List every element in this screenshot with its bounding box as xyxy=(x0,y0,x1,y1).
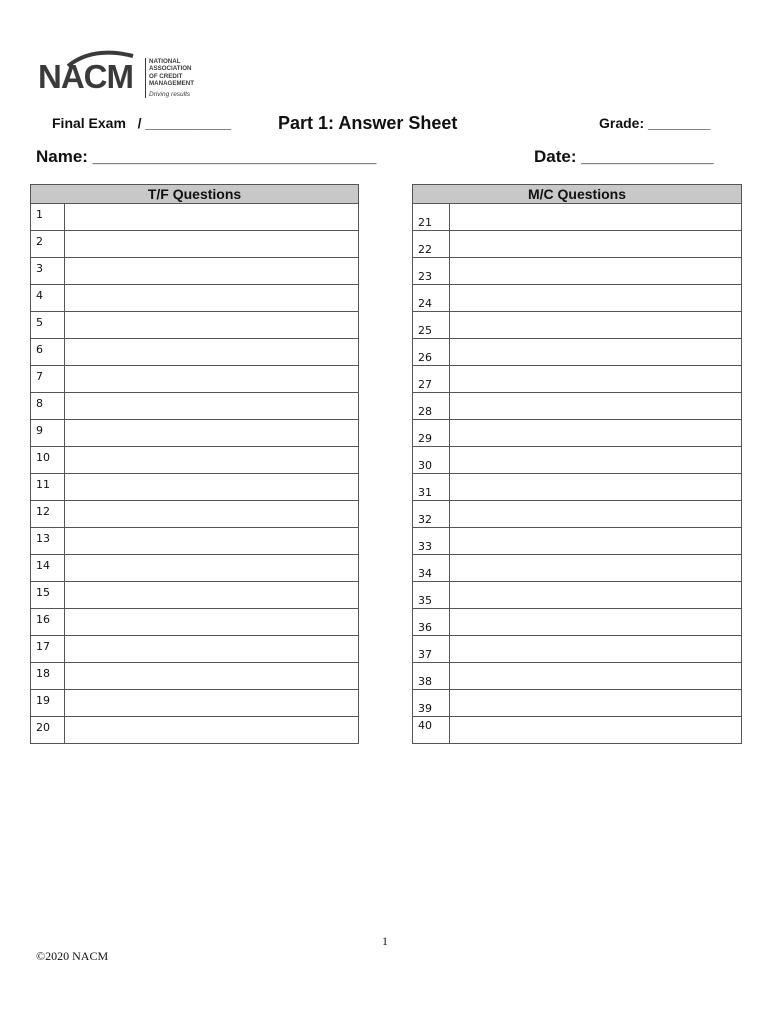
mc-question-number: 27 xyxy=(413,366,450,392)
mc-question-number: 32 xyxy=(413,501,450,527)
tf-answer-cell[interactable] xyxy=(65,366,358,392)
tf-question-number: 3 xyxy=(31,258,65,284)
tf-question-number: 20 xyxy=(31,717,65,743)
tf-answer-cell[interactable] xyxy=(65,204,358,230)
tf-answer-cell[interactable] xyxy=(65,501,358,527)
mc-answer-cell[interactable] xyxy=(450,528,741,554)
mc-answer-row xyxy=(413,312,741,339)
tf-answer-cell[interactable] xyxy=(65,474,358,500)
tf-question-number: 1 xyxy=(31,204,65,230)
tf-question-number: 13 xyxy=(31,528,65,554)
mc-question-number: 34 xyxy=(413,555,450,581)
tf-question-number: 17 xyxy=(31,636,65,662)
logo-divider xyxy=(145,58,146,98)
tf-answer-row xyxy=(31,258,358,285)
mc-answer-cell[interactable] xyxy=(450,501,741,527)
mc-rows xyxy=(413,204,741,743)
tf-answer-row xyxy=(31,420,358,447)
mc-question-number: 26 xyxy=(413,339,450,365)
mc-answer-row xyxy=(413,663,741,690)
mc-answer-cell[interactable] xyxy=(450,582,741,608)
mc-answer-cell[interactable] xyxy=(450,717,741,743)
mc-question-number: 24 xyxy=(413,285,450,311)
tf-question-number: 2 xyxy=(31,231,65,257)
mc-answer-cell[interactable] xyxy=(450,366,741,392)
mc-answer-cell[interactable] xyxy=(450,258,741,284)
tf-question-number: 16 xyxy=(31,609,65,635)
mc-answer-cell[interactable] xyxy=(450,690,741,716)
tf-question-number: 18 xyxy=(31,663,65,689)
tf-answer-row xyxy=(31,582,358,609)
mc-answer-cell[interactable] xyxy=(450,555,741,581)
mc-answer-cell[interactable] xyxy=(450,312,741,338)
tf-answer-cell[interactable] xyxy=(65,420,358,446)
logo-line: NATIONAL xyxy=(149,58,181,65)
name-field[interactable]: Name: ______________________________ xyxy=(36,147,377,166)
mc-question-number: 31 xyxy=(413,474,450,500)
tf-table-heading: T/F Questions xyxy=(31,185,358,204)
mc-answer-row xyxy=(413,609,741,636)
tf-answer-row xyxy=(31,663,358,690)
tf-answer-cell[interactable] xyxy=(65,582,358,608)
mc-answer-cell[interactable] xyxy=(450,339,741,365)
mc-question-number: 39 xyxy=(413,690,450,716)
tf-answer-row xyxy=(31,204,358,231)
mc-answer-row xyxy=(413,393,741,420)
mc-answer-row xyxy=(413,366,741,393)
mc-question-number: 28 xyxy=(413,393,450,419)
mc-answer-row xyxy=(413,555,741,582)
mc-question-number: 37 xyxy=(413,636,450,662)
mc-answer-cell[interactable] xyxy=(450,663,741,689)
mc-answer-cell[interactable] xyxy=(450,474,741,500)
tf-answer-cell[interactable] xyxy=(65,636,358,662)
logo-wordmark: NACM xyxy=(38,58,133,95)
tf-answer-table xyxy=(30,184,359,744)
tf-question-number: 7 xyxy=(31,366,65,392)
mc-answer-cell[interactable] xyxy=(450,636,741,662)
tf-answer-row xyxy=(31,285,358,312)
tf-answer-cell[interactable] xyxy=(65,447,358,473)
mc-question-number: 22 xyxy=(413,231,450,257)
logo-line: OF CREDIT xyxy=(149,72,183,80)
logo-text xyxy=(149,58,194,88)
mc-answer-row xyxy=(413,231,741,258)
mc-question-number: 36 xyxy=(413,609,450,635)
page-number: 1 xyxy=(382,934,388,948)
mc-question-number: 40 xyxy=(413,717,450,743)
mc-answer-row xyxy=(413,528,741,555)
tf-answer-row xyxy=(31,474,358,501)
mc-answer-cell[interactable] xyxy=(450,231,741,257)
mc-answer-row xyxy=(413,501,741,528)
tf-answer-row xyxy=(31,339,358,366)
tf-question-number: 6 xyxy=(31,339,65,365)
tf-question-number: 4 xyxy=(31,285,65,311)
tf-answer-row xyxy=(31,528,358,555)
mc-answer-row xyxy=(413,690,741,717)
mc-question-number: 23 xyxy=(413,258,450,284)
logo-tagline: Driving results xyxy=(149,91,191,98)
mc-answer-table xyxy=(412,184,742,744)
mc-answer-row xyxy=(413,582,741,609)
mc-answer-cell[interactable] xyxy=(450,609,741,635)
page-title: Part 1: Answer Sheet xyxy=(278,113,458,133)
mc-answer-row xyxy=(413,258,741,285)
tf-answer-row xyxy=(31,447,358,474)
tf-answer-row xyxy=(31,555,358,582)
tf-question-number: 5 xyxy=(31,312,65,338)
copyright: ©2020 NACM xyxy=(36,949,109,963)
tf-answer-row xyxy=(31,231,358,258)
tf-answer-cell[interactable] xyxy=(65,258,358,284)
mc-answer-row xyxy=(413,636,741,663)
mc-question-number: 35 xyxy=(413,582,450,608)
tf-question-number: 10 xyxy=(31,447,65,473)
mc-answer-cell[interactable] xyxy=(450,420,741,446)
mc-question-number: 29 xyxy=(413,420,450,446)
tf-answer-row xyxy=(31,717,358,743)
mc-answer-cell[interactable] xyxy=(450,393,741,419)
logo-line: MANAGEMENT xyxy=(149,80,195,88)
tf-question-number: 8 xyxy=(31,393,65,419)
mc-question-number: 25 xyxy=(413,312,450,338)
mc-answer-row xyxy=(413,420,741,447)
grade-field[interactable]: Grade: ________ xyxy=(599,115,711,131)
tf-answer-cell[interactable] xyxy=(65,231,358,257)
mc-answer-row xyxy=(413,339,741,366)
tf-answer-row xyxy=(31,501,358,528)
tf-question-number: 19 xyxy=(31,690,65,716)
tf-question-number: 15 xyxy=(31,582,65,608)
mc-answer-row xyxy=(413,717,741,743)
mc-question-number: 38 xyxy=(413,663,450,689)
mc-answer-row xyxy=(413,474,741,501)
tf-answer-cell[interactable] xyxy=(65,663,358,689)
tf-answer-cell[interactable] xyxy=(65,609,358,635)
mc-question-number: 33 xyxy=(413,528,450,554)
tf-answer-cell[interactable] xyxy=(65,312,358,338)
tf-answer-cell[interactable] xyxy=(65,285,358,311)
tf-answer-cell[interactable] xyxy=(65,528,358,554)
tf-answer-row xyxy=(31,393,358,420)
tf-question-number: 11 xyxy=(31,474,65,500)
mc-question-number: 30 xyxy=(413,447,450,473)
tf-answer-cell[interactable] xyxy=(65,339,358,365)
tf-answer-cell[interactable] xyxy=(65,393,358,419)
tf-answer-cell[interactable] xyxy=(65,555,358,581)
mc-answer-row xyxy=(413,204,741,231)
tf-answer-cell[interactable] xyxy=(65,717,358,743)
final-exam-field[interactable]: Final Exam / ___________ xyxy=(52,115,232,131)
nacm-logo xyxy=(38,48,213,106)
mc-answer-row xyxy=(413,447,741,474)
tf-answer-row xyxy=(31,366,358,393)
tf-answer-row xyxy=(31,636,358,663)
mc-answer-row xyxy=(413,285,741,312)
tf-question-number: 12 xyxy=(31,501,65,527)
tf-answer-cell[interactable] xyxy=(65,690,358,716)
mc-question-number: 21 xyxy=(413,204,450,230)
mc-answer-cell[interactable] xyxy=(450,204,741,230)
tf-answer-row xyxy=(31,690,358,717)
mc-table-heading: M/C Questions xyxy=(413,185,741,204)
tf-question-number: 9 xyxy=(31,420,65,446)
tf-rows xyxy=(31,204,358,743)
mc-answer-cell[interactable] xyxy=(450,447,741,473)
tf-answer-row xyxy=(31,312,358,339)
date-field[interactable]: Date: ______________ xyxy=(534,147,714,166)
tf-answer-row xyxy=(31,609,358,636)
tf-question-number: 14 xyxy=(31,555,65,581)
mc-answer-cell[interactable] xyxy=(450,285,741,311)
logo-line: ASSOCIATION xyxy=(149,65,192,73)
